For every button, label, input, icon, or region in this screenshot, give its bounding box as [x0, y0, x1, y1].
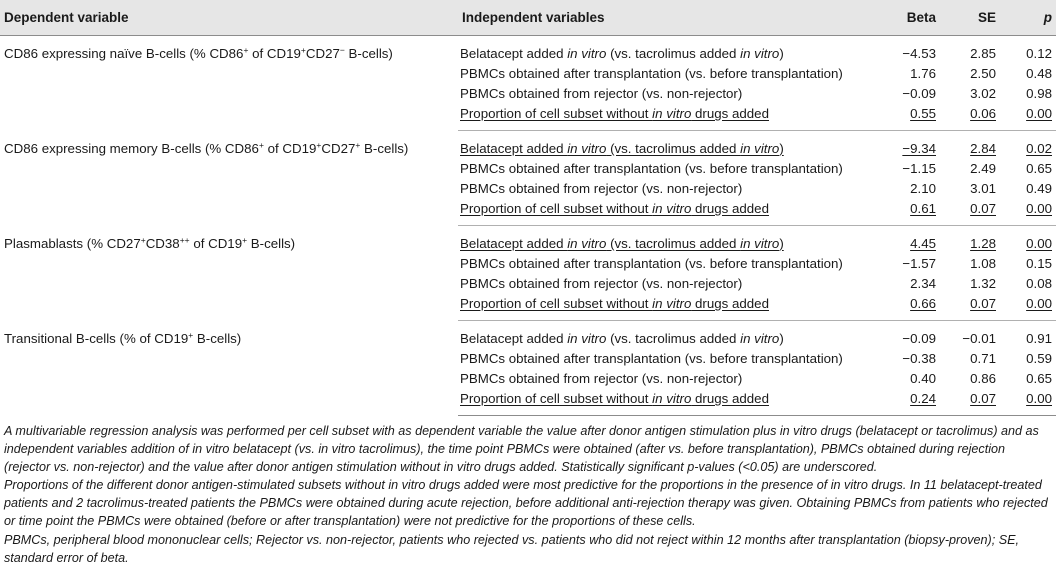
- beta-cell: 4.45: [910, 236, 936, 251]
- footnote-findings: Proportions of the different donor antigen-stimulated subsets without in vitro drugs added were most predictive for the proportions in the presence of in vitro drugs. In 11 belatacept-treated patients and 2 tacrolimus-treated patients the PBMCs were obtained during acute rejection, before additional anti-rejection therapy was given. Obtaining PBMCs from patients who rejected or time point the PBMCs were obtained (before or after transplantation) were not predictive for the proportions of these cells.: [4, 478, 1048, 529]
- se-cell: 0.06: [940, 104, 1000, 131]
- independent-variable-cell: Proportion of cell subset without in vitro drugs added: [458, 389, 878, 416]
- beta-cell: 1.76: [910, 66, 936, 81]
- se-cell: 0.07: [940, 389, 1000, 416]
- se-cell: 1.28: [970, 236, 996, 251]
- footnote-abbreviations: PBMCs, peripheral blood mononuclear cells; Rejector vs. non-rejector, patients who rejected vs. patients who did not reject within 12 months after transplantation (biopsy-proven); SE, standard error of beta.: [4, 532, 1020, 565]
- beta-cell: −0.09: [902, 331, 936, 346]
- dependent-variable-cell: Plasmablasts (% CD27+CD38++ of CD19+ B-cells): [4, 234, 296, 251]
- independent-variable-cell: Belatacept added in vitro (vs. tacrolimus added in vitro): [460, 236, 784, 251]
- p-cell: 0.00: [1000, 389, 1056, 416]
- p-cell: 0.08: [1026, 276, 1052, 291]
- se-cell: 0.71: [970, 351, 996, 366]
- dependent-variable-cell: Transitional B-cells (% of CD19+ B-cells): [4, 329, 242, 346]
- se-cell: 0.07: [940, 199, 1000, 226]
- beta-cell: −4.53: [902, 46, 936, 61]
- p-cell: 0.65: [1026, 161, 1052, 176]
- table-row: [0, 131, 1056, 160]
- beta-cell: −1.57: [902, 256, 936, 271]
- p-cell: 0.15: [1026, 256, 1052, 271]
- beta-cell: 0.55: [878, 104, 940, 131]
- independent-variable-cell: Belatacept added in vitro (vs. tacrolimus added in vitro): [460, 46, 784, 61]
- independent-variable-cell: Proportion of cell subset without in vitro drugs added: [458, 294, 878, 321]
- p-cell: 0.00: [1026, 236, 1052, 251]
- beta-cell: 0.24: [878, 389, 940, 416]
- table-row: [0, 321, 1056, 350]
- beta-cell: 0.66: [878, 294, 940, 321]
- independent-variable-cell: Proportion of cell subset without in vitro drugs added: [458, 104, 878, 131]
- independent-variable-cell: Proportion of cell subset without in vitro drugs added: [458, 199, 878, 226]
- beta-cell: −0.38: [902, 351, 936, 366]
- independent-variable-cell: Belatacept added in vitro (vs. tacrolimus added in vitro): [460, 331, 784, 346]
- footnote-methods: A multivariable regression analysis was performed per cell subset with as dependent variable the value after donor antigen stimulation plus in vitro drugs (belatacept or tacrolimus) and as independent variables addition of in vitro belatacept (vs. in vitro tacrolimus), the time point PBMCs were obtained (after vs. before transplantation), PBMCs obtained during rejection (rejector vs. non-rejector) and the value after donor antigen stimulation without in vitro drugs added. Statistically significant p-values (<0.05) are underscored.: [4, 424, 1039, 475]
- se-cell: 2.85: [970, 46, 996, 61]
- se-cell: 2.49: [970, 161, 996, 176]
- independent-variable-cell: PBMCs obtained after transplantation (vs. before transplantation): [460, 256, 843, 271]
- dependent-variable-cell: CD86 expressing naïve B-cells (% CD86+ of CD19+CD27− B-cells): [4, 45, 393, 61]
- se-cell: 3.01: [970, 181, 996, 196]
- p-cell: 0.00: [1000, 199, 1056, 226]
- p-cell: 0.02: [1026, 141, 1052, 156]
- header-row: [0, 0, 1056, 36]
- se-cell: 3.02: [970, 86, 996, 101]
- p-cell: 0.00: [1000, 104, 1056, 131]
- p-cell: 0.59: [1026, 351, 1052, 366]
- header-p: p: [1000, 0, 1056, 36]
- beta-cell: −0.09: [902, 86, 936, 101]
- p-cell: 0.91: [1026, 331, 1052, 346]
- p-cell: 0.65: [1026, 371, 1052, 386]
- table-row: [0, 36, 1056, 65]
- p-cell: 0.00: [1000, 294, 1056, 321]
- p-cell: 0.48: [1026, 66, 1052, 81]
- header-independent: Independent variables: [458, 0, 878, 36]
- beta-cell: 0.61: [878, 199, 940, 226]
- beta-cell: −9.34: [902, 141, 936, 156]
- independent-variable-cell: Belatacept added in vitro (vs. tacrolimus added in vitro): [460, 141, 784, 156]
- beta-cell: 0.40: [910, 371, 936, 386]
- beta-cell: −1.15: [902, 161, 936, 176]
- independent-variable-cell: PBMCs obtained after transplantation (vs. before transplantation): [460, 161, 843, 176]
- independent-variable-cell: PBMCs obtained after transplantation (vs. before transplantation): [460, 351, 843, 366]
- independent-variable-cell: PBMCs obtained from rejector (vs. non-rejector): [460, 371, 743, 386]
- independent-variable-cell: PBMCs obtained after transplantation (vs. before transplantation): [460, 66, 843, 81]
- p-cell: 0.98: [1026, 86, 1052, 101]
- independent-variable-cell: PBMCs obtained from rejector (vs. non-rejector): [460, 181, 743, 196]
- p-cell: 0.49: [1026, 181, 1052, 196]
- se-cell: 0.07: [940, 294, 1000, 321]
- beta-cell: 2.10: [910, 181, 936, 196]
- se-cell: 2.50: [970, 66, 996, 81]
- independent-variable-cell: PBMCs obtained from rejector (vs. non-rejector): [460, 276, 743, 291]
- table-footnotes: [0, 416, 1056, 567]
- header-se: SE: [940, 0, 1000, 36]
- header-dependent: Dependent variable: [0, 0, 458, 36]
- beta-cell: 2.34: [910, 276, 936, 291]
- independent-variable-cell: PBMCs obtained from rejector (vs. non-rejector): [460, 86, 743, 101]
- table-row: [0, 226, 1056, 255]
- se-cell: 0.86: [970, 371, 996, 386]
- header-beta: Beta: [878, 0, 940, 36]
- se-cell: −0.01: [962, 331, 996, 346]
- se-cell: 1.08: [970, 256, 996, 271]
- se-cell: 2.84: [970, 141, 996, 156]
- dependent-variable-cell: CD86 expressing memory B-cells (% CD86+ of CD19+CD27+ B-cells): [4, 139, 409, 156]
- p-cell: 0.12: [1026, 46, 1052, 61]
- se-cell: 1.32: [970, 276, 996, 291]
